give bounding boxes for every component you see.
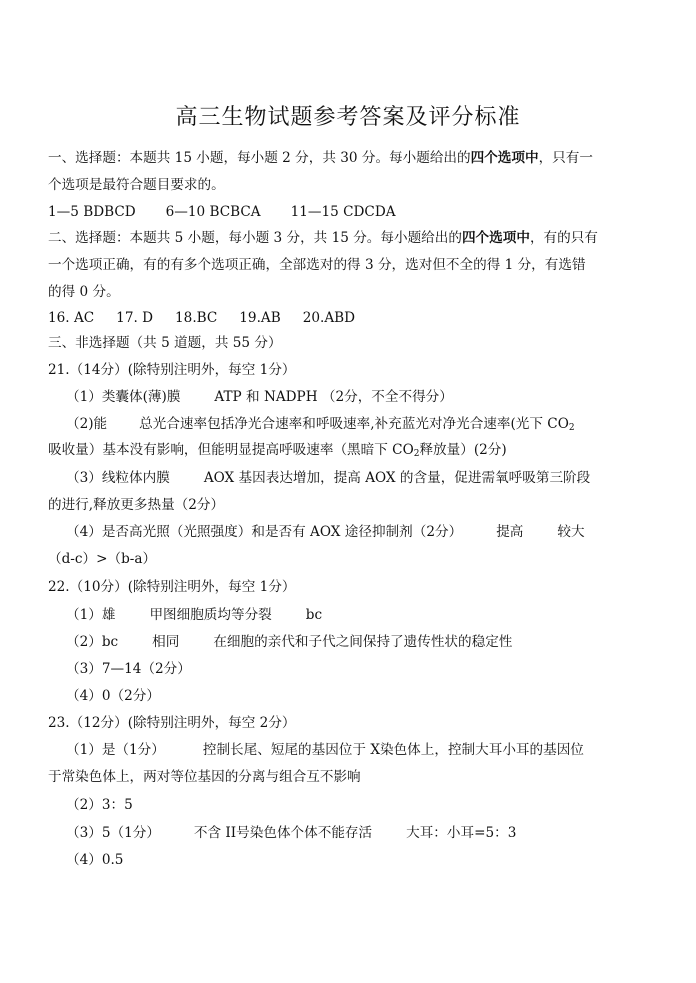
q23-answer2: （2）3：5	[66, 797, 133, 813]
q21-answer1-part2: ATP 和 NADPH （2分，不全不得分）	[214, 389, 453, 405]
q22-answer2	[66, 632, 512, 652]
section1-instruction-tail: ，只有一	[538, 150, 593, 166]
answer-item: 18.BC	[175, 310, 218, 326]
q21-answer4-line2: （d-c）>（b-a）	[48, 551, 157, 567]
q23-answer1-line2: 于常染色体上，两对等位基因的分离与组合互不影响	[48, 769, 361, 785]
q21-heading: 21.（14分）(除特别注明外，每空 1分）	[48, 362, 296, 378]
q21-answer4-part3: 较大	[557, 524, 585, 540]
q21-answer2-line2	[48, 440, 507, 460]
q22-heading: 22.（10分）(除特别注明外，每空 1分）	[48, 579, 296, 595]
q23-answer3	[66, 823, 516, 843]
section2-instruction-line1	[48, 228, 598, 248]
q21-answer3-label: （3）线粒体内膜	[66, 470, 170, 486]
q22-answer2-part3: 在细胞的亲代和子代之间保持了遗传性状的稳定性	[213, 634, 513, 650]
q21-answer2-text: 总光合速率包括净光合速率和呼吸速率,补充蓝光对净光合速率(光下 CO	[139, 416, 569, 432]
page-title: 高三生物试题参考答案及评分标准	[175, 105, 521, 130]
section2-emphasis: 四个选项中	[461, 230, 530, 246]
q23-answer4: （4）0.5	[66, 852, 124, 868]
q21-answer2-text2: 吸收量）基本没有影响，但能明显提高呼吸速率（黑暗下 CO	[48, 442, 414, 458]
q21-answer2-label: （2)能	[66, 416, 108, 432]
q23-heading: 23.（12分）(除特别注明外，每空 2分）	[48, 715, 296, 731]
answer-item: 19.AB	[239, 310, 281, 326]
q22-answer1-part1: （1）雄	[66, 607, 116, 623]
section2-answers	[48, 308, 355, 328]
q21-answer4-text: （4）是否高光照（光照强度）和是否有 AOX 途径抑制剂（2分）	[66, 524, 463, 540]
section1-instruction-text: 一、选择题：本题共 15 小题，每小题 2 分，共 30 分。每小题给出的	[48, 150, 471, 166]
q22-answer1-part2: 甲图细胞质均等分裂	[149, 607, 272, 623]
q23-answer3-part1: （3）5（1分）	[66, 825, 160, 841]
section2-instruction-text: 二、选择题：本题共 5 小题，每小题 3 分，共 15 分。每小题给出的	[48, 230, 462, 246]
q22-answer3: （3）7—14（2分）	[66, 661, 191, 677]
section3-heading: 三、非选择题（共 5 道题，共 55 分）	[48, 335, 282, 351]
q21-answer1	[66, 387, 453, 407]
q21-answer3-line1	[66, 468, 590, 488]
answer-group: 6—10 BCBCA	[165, 204, 261, 220]
q21-answer4-part2: 提高	[496, 524, 524, 540]
q22-answer1-part3: bc	[305, 607, 323, 623]
q21-answer2-line1	[66, 414, 575, 434]
q23-answer1-label: （1）是（1分）	[66, 742, 165, 758]
answer-item: 20.ABD	[302, 310, 356, 326]
q22-answer2-part2: 相同	[152, 634, 180, 650]
q22-answer2-part1: （2）bc	[66, 634, 119, 650]
q21-answer3-text: AOX 基因表达增加，提高 AOX 的含量，促进需氧呼吸第三阶段	[203, 470, 591, 486]
answer-item: 16. AC	[48, 310, 95, 326]
q21-answer4-line1	[66, 522, 585, 542]
q23-answer1-text: 控制长尾、短尾的基因位于 X染色体上，控制大耳小耳的基因位	[202, 742, 584, 758]
answer-item: 17. D	[116, 310, 154, 326]
q21-answer3-line2: 的进行,释放更多热量（2分）	[48, 497, 225, 513]
q22-answer1	[66, 605, 322, 625]
section1-instruction-line1	[48, 148, 593, 168]
section2-instruction-tail: ，有的只有	[529, 230, 598, 246]
q23-answer1-line1	[66, 740, 584, 760]
answer-group: 1—5 BDBCD	[48, 204, 136, 220]
section1-emphasis: 四个选项中	[470, 150, 539, 166]
section2-instruction-line3: 的得 0 分。	[48, 284, 120, 300]
section2-instruction-line2: 一个选项正确，有的有多个选项正确，全部选对的得 3 分，选对但不全的得 1 分，有选错	[48, 257, 586, 273]
q23-answer3-part2: 不含 II号染色体个体不能存活	[193, 825, 373, 841]
answer-group: 11—15 CDCDA	[290, 204, 396, 220]
subscript: 2	[413, 449, 420, 459]
section1-instruction-line2: 个选项是最符合题目要求的。	[48, 177, 225, 193]
q23-answer3-part3: 大耳：小耳=5：3	[406, 825, 517, 841]
section1-answers	[48, 202, 396, 222]
q22-answer4: （4）0（2分）	[66, 688, 160, 704]
q21-answer2-text3: 释放量）(2分)	[419, 442, 507, 458]
q21-answer1-part1: （1）类囊体(薄)膜	[66, 389, 181, 405]
subscript: 2	[568, 423, 575, 433]
